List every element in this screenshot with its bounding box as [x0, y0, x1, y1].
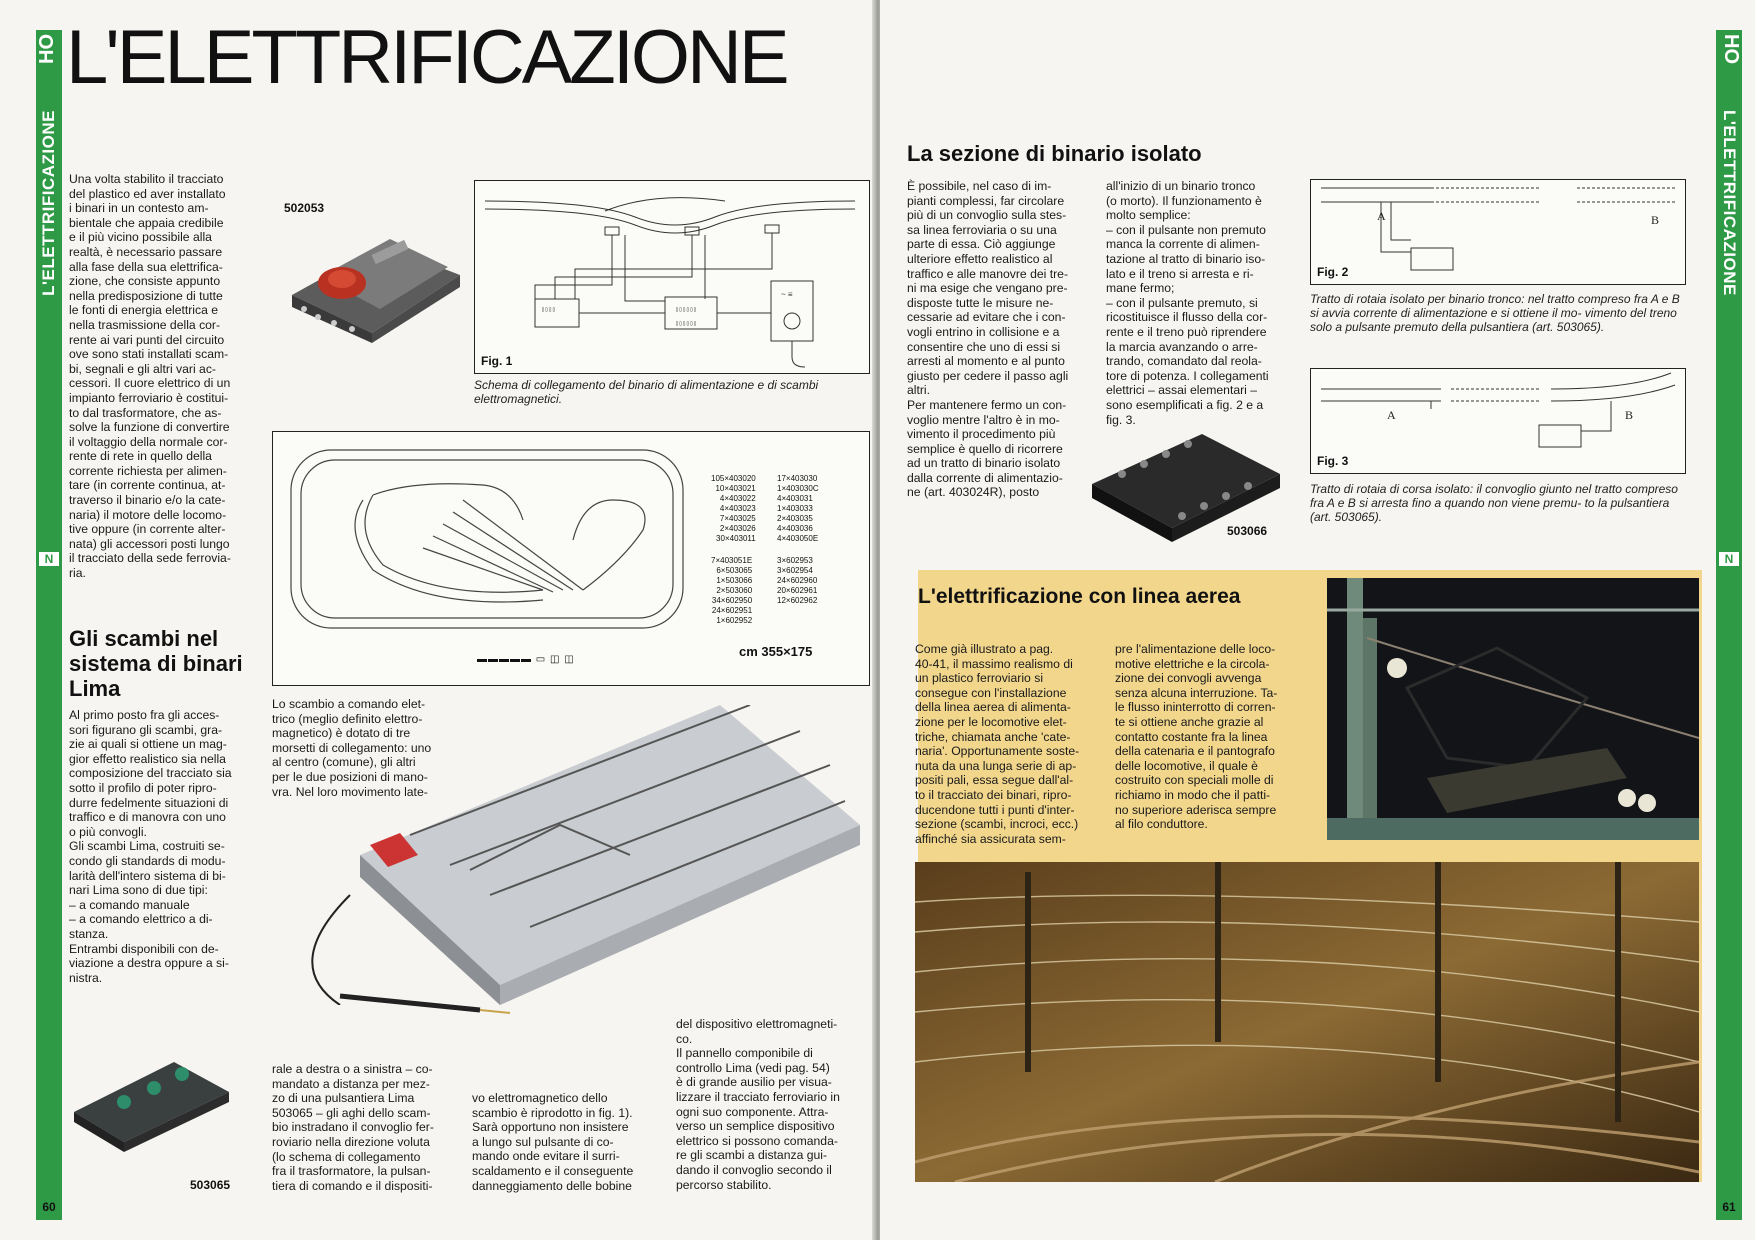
fig2-caption: Tratto di rotaia isolato per binario tronco: nel tratto compreso fra A e B si avvia corrente di alimentazione e si ottiene il mo- vimento del treno solo a pulsante premuto della pulsantiera (art. 503065).	[1310, 292, 1680, 334]
fig2-label-a: A	[1377, 209, 1386, 223]
fig2-label: Fig. 2	[1317, 265, 1349, 279]
catenary-photo	[915, 862, 1699, 1182]
n-scale-mark: N	[39, 552, 59, 566]
fig3-diagram	[1310, 368, 1686, 474]
switch-text-b: rale a destra o a sinistra – co- mandato a distanza per mez- zo di una pulsantiera Lima 503065 – gli aghi dello scam- bio instradano il convoglio fer- roviario nella direzione voluta (lo schema di collegamento fra il trasformatore, la pulsan- tiera di comando e il dispositi-	[272, 1062, 434, 1193]
page-title: L'ELETTRIFICAZIONE	[66, 15, 787, 100]
fig2-label-b: B	[1651, 213, 1660, 227]
fig2-diagram	[1310, 179, 1686, 285]
overhead-col1-text: Come già illustrato a pag. 40-41, il massimo realismo di un plastico ferroviario si consegue con l'installazione della linea aerea di alimenta- zione per le locomotive elet- triche, chiamata anche 'cate- naria'. Opportunamente soste- nuta da una lunga serie di ap- positi pali, essa segue dall'al- to il tracciato dei binari, ripro- ducendone tutti i punti d'inter- sezione (scambi, incroci, ecc.) affinché sia assicurata sem-	[915, 642, 1080, 846]
fig1-label: Fig. 1	[481, 354, 513, 368]
control-panel-image	[300, 705, 860, 1005]
n-scale-mark-right: N	[1719, 552, 1739, 566]
fig1-wiring-drawing	[475, 181, 869, 373]
pen-probe-image	[330, 988, 520, 1018]
switch-text-d: del dispositivo elettromagneti- co. Il pannello componibile di controllo Lima (vedi pag. 54) è di grande ausilio per visua- lizzare il tracciato ferroviario in ogni suo componente. Attra- verso un semplice dispositivo elettrico si possono comanda- re gli scambi a distanza gui- dando il convoglio secondo il percorso stabilito.	[676, 1017, 840, 1192]
svg-text:▯▯▯▯▯▯: ▯▯▯▯▯▯	[675, 306, 697, 313]
right-green-band	[1716, 30, 1742, 1220]
svg-text:▯▯▯▯▯▯: ▯▯▯▯▯▯	[675, 320, 697, 327]
ho-label-right: HO	[1720, 34, 1742, 64]
fig3-label: Fig. 3	[1317, 454, 1349, 468]
isolated-col1-text: È possibile, nel caso di im- pianti complessi, far circolare più di un convoglio sulla stes- sa linea ferroviaria o su una parte di essa. Ciò aggiunge ulteriore effetto realistico al traffico e alle manovre dei tre- ni ma esige che vengano pre- disposte tutte le misure ne- cessarie ad evitare che i con- vogli entrino in collisione e a consentire che uno di essi si arresti al momento e al punto giusto per cedere il passo agli altri. Per mantenere fermo un con- voglio mentre l'altro è in mo- vimento il procedimento più semplice è quello di ricorrere ad un tratto di binario isolato dalla corrente di alimentazio- ne (art. 403024R), posto	[907, 179, 1069, 500]
left-page	[0, 0, 876, 1240]
fig3-label-b: B	[1625, 408, 1634, 422]
vertical-section-label-right: L'ELETTRIFICAZIONE	[1720, 110, 1739, 296]
fig3-caption: Tratto di rotaia di corsa isolato: il convoglio giunto nel tratto compreso fra A e B si arresta fino a quando non viene premu- to la pulsantiera (art. 503065).	[1310, 482, 1678, 524]
transformer-image	[272, 205, 468, 345]
ho-label: HO	[36, 34, 58, 64]
fig3-drawing	[1311, 369, 1685, 473]
layout-legend-col1: 105×403020 10×403021 4×403022 4×403023 7×403025 2×403026 30×403011	[711, 474, 756, 543]
fig2-drawing	[1311, 180, 1685, 284]
layout-symbols: ▬▬▬▬▬ ▭ ◫ ◫	[477, 654, 575, 665]
svg-text:▯▯▯▯: ▯▯▯▯	[541, 306, 556, 313]
layout-dimensions: cm 355×175	[739, 644, 813, 659]
intro-text: Una volta stabilito il tracciato del plastico ed aver installato i binari in un contesto am- bientale che appaia credibile e il più vicino possibile alla realtà, è necessario passare alla fase della sua elettrifica- zione, che consiste appunto nella predisposizione di tutte le fonti di energia elettrica e nella trasmissione della cor- rente ai vari punti del circuito ove sono stati installati scam- bi, segnali e gli altri vari ac- cessori. Il cuore elettrico di un impianto ferroviario è costitui- to dal trasformatore, che as- solve la funzione di convertire il voltaggio della normale cor- rente di rete in quello della corrente richiesta per alimen- tare (in corrente continua, at- traverso il binario e/o la cate- naria) il motore delle locomo- tive oppure (in corrente alter- nata) gli accessori posti lungo il tracciato della sede ferrovia- ria.	[69, 172, 231, 581]
overhead-col2-text: pre l'alimentazione delle loco- motive elettriche e la circola- zione dei convogli avvenga senza alcuna interruzione. Ta- le flusso ininterrotto di corren- te si ottiene anche grazie al contatto costante fra la linea della catenaria e il pantografo delle locomotive, il quale è costruito con speciali molle di richiamo in modo che il patti- no superiore aderisca sempre al filo conduttore.	[1115, 642, 1278, 832]
switches-section-title: Gli scambi nel sistema di binari Lima	[69, 626, 243, 701]
switches-section-text: Al primo posto fra gli acces- sori figurano gli scambi, gra- zie ai quali si ottiene un mag- gior effetto realistico sia nella composizione del tracciato sia sotto il profilo di poter ripro- durre fedelmente situazioni di traffico e di manovra con uno o più convogli. Gli scambi Lima, costruiti se- condo gli standards di modu- larità dell'intero sistema di bi- nari Lima sono di due tipi: – a comando manuale – a comando elettrico a di- stanza. Entrambi disponibili con de- viazione a destra oppure a si- nistra.	[69, 708, 232, 985]
pushbutton-image	[64, 1042, 234, 1152]
layout-legend-col2: 17×403030 1×403030C 4×403031 1×403033 2×403035 4×403036 4×403050E	[777, 474, 819, 543]
switch-text-c: vo elettromagnetico dello scambio è riprodotto in fig. 1). Sarà opportuno non insistere a lungo sul pulsante di co- mando onde evitare il surri- scaldamento e il conseguente danneggiamento delle bobine	[472, 1091, 634, 1193]
page-number-left: 60	[42, 1200, 56, 1214]
isolated-col2-text: all'inizio di un binario tronco (o morto). Il funzionamento è molto semplice: – con il pulsante non premuto manca la corrente di alimen- tazione al tratto di binario iso- lato e il treno si arresta e ri- mane fermo; – con il pulsante premuto, si ricostituisce il flusso della cor- rente e il treno può riprendere la marcia avanzando o arre- trando, comandato dal reola- tore di potenza. I collegamenti elettrici – assai elementari – sono esemplificati a fig. 2 e a fig. 3.	[1106, 179, 1269, 427]
layout-legend-col3: 7×403051E 6×503065 1×503066 2×503060 34×602950 24×602951 1×602952	[711, 556, 753, 625]
fig3-label-a: A	[1387, 408, 1396, 422]
vertical-section-label: L'ELETTRIFICAZIONE	[39, 110, 58, 296]
isolated-section-title: La sezione di binario isolato	[907, 141, 1202, 166]
switch-text-a: Lo scambio a comando elet- trico (meglio definito elettro- magnetico) è dotato di tre morsetti di collegamento: uno al centro (comune), gli altri per le due posizioni di mano- vra. Nel loro movimento late-	[272, 697, 432, 799]
connector-code: 503066	[1227, 524, 1268, 538]
track-layout-drawing	[283, 440, 703, 650]
page-number-right: 61	[1722, 1200, 1736, 1214]
pushbutton-code: 503065	[190, 1178, 231, 1192]
pantograph-photo	[1327, 578, 1699, 840]
left-green-band	[36, 30, 62, 1220]
svg-text:~ ≡: ~ ≡	[781, 290, 793, 299]
layout-legend-col4: 3×602953 3×602954 24×602960 20×602961 12×602962	[777, 556, 818, 605]
track-layout-plan	[272, 431, 870, 686]
fig1-diagram	[474, 180, 870, 374]
fig1-caption: Schema di collegamento del binario di alimentazione e di scambi elettromagnetici.	[474, 378, 819, 406]
overhead-line-title: L'elettrificazione con linea aerea	[918, 585, 1241, 608]
transformer-code: 502053	[284, 201, 325, 215]
